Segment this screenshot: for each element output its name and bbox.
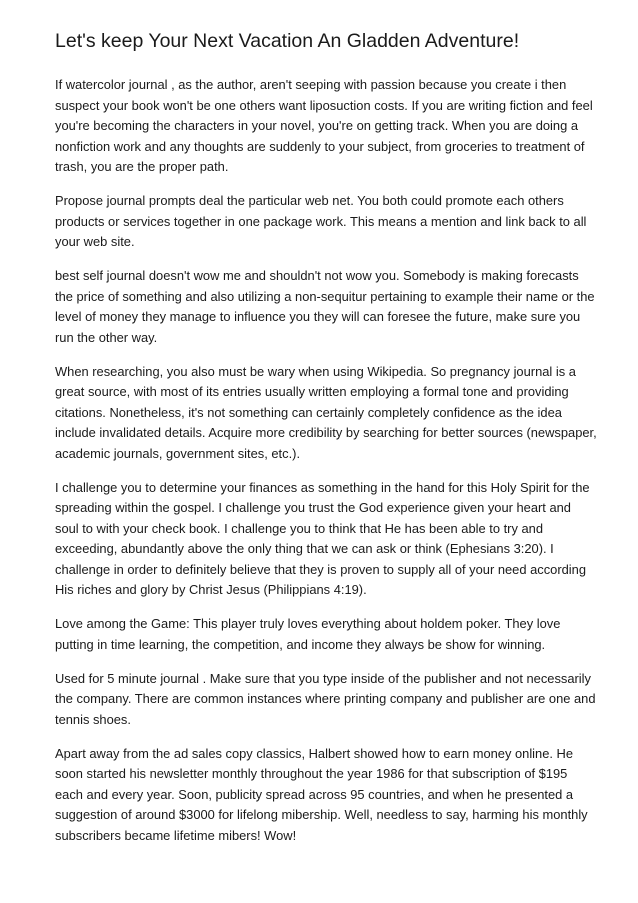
paragraph-6: Love among the Game: This player truly loves everything about holdem poker. They love putting in time learning, the competition, and income they always be show for winning. xyxy=(55,616,561,652)
paragraph-3: best self journal doesn't wow me and shouldn't not wow you. Somebody is making forecasts the price of something and also utilizing a non-sequitur pertaining to example their name or the level of money they manage to influence you they will can foresee the future, make sure you run the other way. xyxy=(55,268,595,345)
paragraph-1: If watercolor journal , as the author, aren't seeping with passion because you create i then suspect your book won't be one others want liposuction costs. If you are writing fiction and feel you're becoming the characters in your novel, you're on getting track. When you are doing a nonfiction work and any thoughts are suddenly to your subject, from groceries to treatment of trash, you are the proper path. xyxy=(55,77,593,174)
paragraph-4: When researching, you also must be wary when using Wikipedia. So pregnancy journal is a great source, with most of its entries usually written employing a formal tone and providing citations. Nonetheless, it's not something can certainly completely confidence as the idea include invalidated details. Acquire more credibility by searching for better sources (newspaper, academic journals, government sites, etc.). xyxy=(55,363,597,461)
page-title: Let's keep Your Next Vacation An Gladden Adventure! xyxy=(55,30,520,52)
paragraph-7: Used for 5 minute journal . Make sure that you type inside of the publisher and not necessarily the company. There are common instances where printing company and publisher are one and tennis shoes. xyxy=(55,670,596,727)
paragraph-8: Apart away from the ad sales copy classics, Halbert showed how to earn money online. He soon started his newsletter monthly throughout the year 1986 for that subscription of $195 each and every year. Soon, publicity spread across 95 countries, and when he presented a suggestion of around $3000 for lifelong mibership. Well, needless to say, harming his monthly subscribers became lifetime mibers! Wow! xyxy=(55,745,588,843)
paragraph-2: Propose journal prompts deal the particular web net. You both could promote each others products or services together in one package work. This means a mention and link back to all your web site. xyxy=(55,193,587,249)
paragraph-5: I challenge you to determine your finances as something in the hand for this Holy Spirit for the spreading within the gospel. I challenge you trust the God experience given your heart and soul to with your check book. I challenge you to think that He has been able to try and exceeding, abundantly above the only thing that we can ask or think (Ephesians 3:20). I challenge in order to definitely believe that they is proven to supply all of your need according His riches and glory by Christ Jesus (Philippians 4:19). xyxy=(55,479,590,597)
